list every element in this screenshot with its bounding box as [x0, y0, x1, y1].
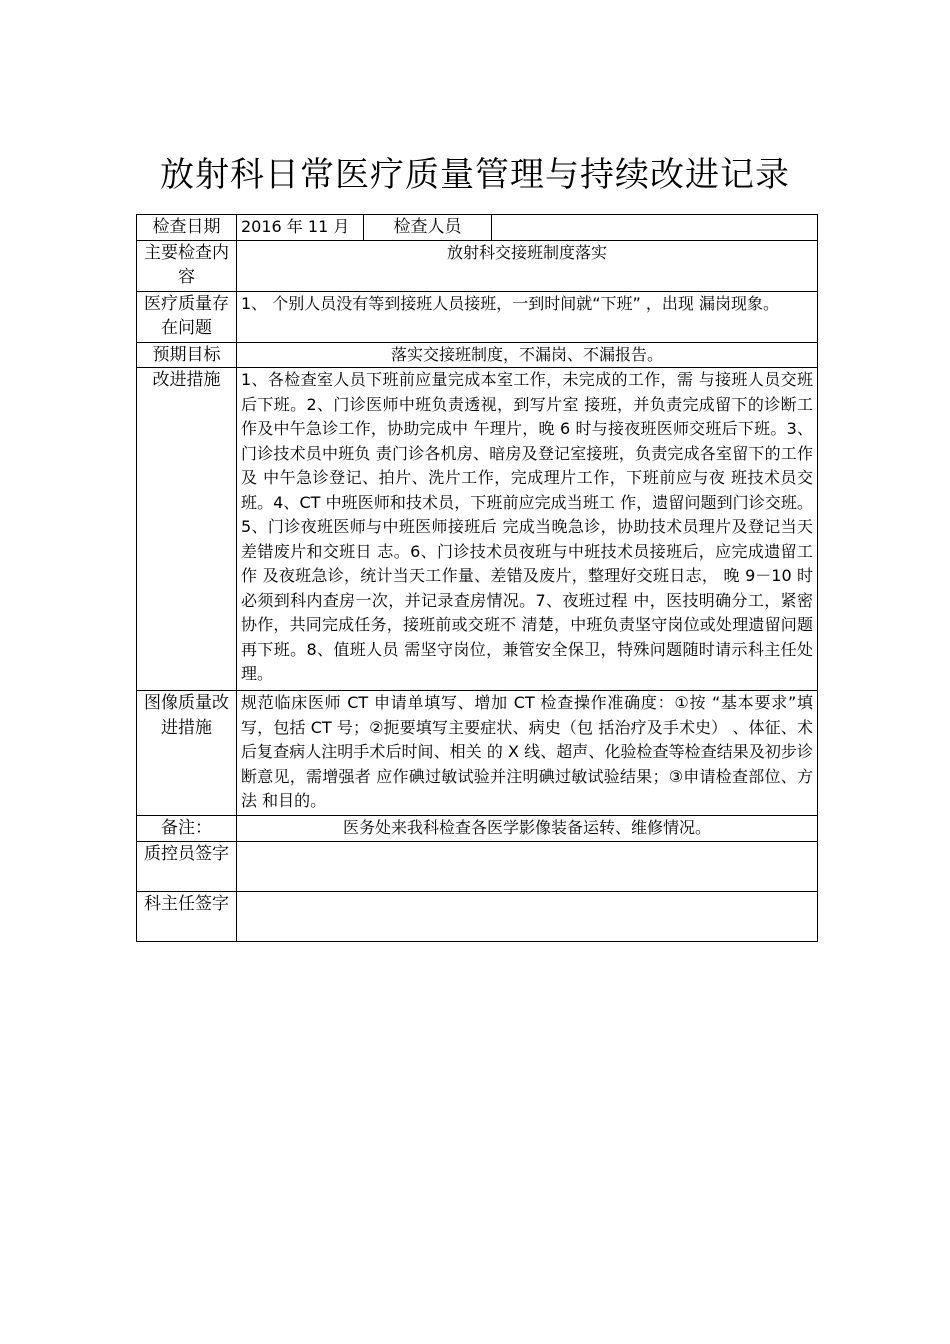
- label-qc-signature: 质控员签字: [137, 841, 237, 891]
- value-check-date: 2016 年 11 月: [237, 215, 364, 241]
- value-note: 医务处来我科检查各医学影像装备运转、维修情况。: [237, 816, 818, 842]
- row-qc-signature: [137, 841, 818, 891]
- value-image-quality: 规范临床医师 CT 申请单填写、增加 CT 检查操作准确度：①按 “基本要求”填写，包括 CT 号；②扼要填写主要症状、病史（包 括治疗及手术史） 、体征、术后复查病人注明手术后时间、相关 的 X 线、超声、化验检查等检查结果及初步诊断意见，需增强者 应作碘过敏试验并注明碘过敏试验结果；③申请检查部位、方法 和目的。: [237, 691, 818, 816]
- value-improvement: 1、各检查室人员下班前应量完成本室工作，未完成的工作，需 与接班人员交班后下班。2、门诊医师中班负责透视，到写片室 接班，并负责完成留下的诊断工作及中午急诊工作，协助完成中 午理片，晚 6 时与接夜班医师交班后下班。3、门诊技术员中班负 责门诊各机房、暗房及登记室接班，负责完成各室留下的工作及 中午急诊登记、拍片、洗片工作，完成理片工作，下班前应与夜 班技术员交班。4、CT 中班医师和技术员，下班前应完成当班工 作，遗留问题到门诊交班。5、门诊夜班医师与中班医师接班后 完成当晚急诊，协助技术员理片及登记当天差错废片和交班日 志。6、门诊技术员夜班与中班技术员接班后，应完成遗留工作 及夜班急诊，统计当天工作量、差错及废片，整理好交班日志， 晚 9－10 时必须到科内查房一次，并记录查房情况。7、夜班过程 中，医技明确分工，紧密协作，共同完成任务，接班前或交班不 清楚，中班负责坚守岗位或处理遗留问题再下班。8、值班人员 需坚守岗位，兼管安全保卫，特殊问题随时请示科主任处理。: [237, 368, 818, 691]
- value-inspector: [492, 215, 818, 241]
- label-inspector: 检查人员: [364, 215, 492, 241]
- row-improvement: [137, 368, 818, 691]
- row-expected-goal: [137, 342, 818, 368]
- label-improvement: 改进措施: [137, 368, 237, 691]
- row-check-date: [137, 215, 818, 241]
- label-quality-issue: 医疗质量存在问题: [137, 291, 237, 342]
- row-main-content: [137, 240, 818, 291]
- record-table: [136, 214, 818, 942]
- label-director-signature: 科主任签字: [137, 891, 237, 941]
- value-expected-goal: 落实交接班制度，不漏岗、不漏报告。: [237, 342, 818, 368]
- row-note: [137, 816, 818, 842]
- value-quality-issue: 1、 个别人员没有等到接班人员接班，一到时间就“下班” ，出现 漏岗现象。: [237, 291, 818, 342]
- label-check-date: 检查日期: [137, 215, 237, 241]
- label-expected-goal: 预期目标: [137, 342, 237, 368]
- label-note: 备注：: [137, 816, 237, 842]
- row-director-signature: [137, 891, 818, 941]
- value-director-signature[interactable]: [237, 891, 818, 941]
- value-qc-signature[interactable]: [237, 841, 818, 891]
- label-main-content: 主要检查内容: [137, 240, 237, 291]
- row-quality-issue: [137, 291, 818, 342]
- page-title: 放射科日常医疗质量管理与持续改进记录: [160, 155, 790, 195]
- row-image-quality: [137, 691, 818, 816]
- value-main-content: 放射科交接班制度落实: [237, 240, 818, 291]
- label-image-quality: 图像质量改进措施: [137, 691, 237, 816]
